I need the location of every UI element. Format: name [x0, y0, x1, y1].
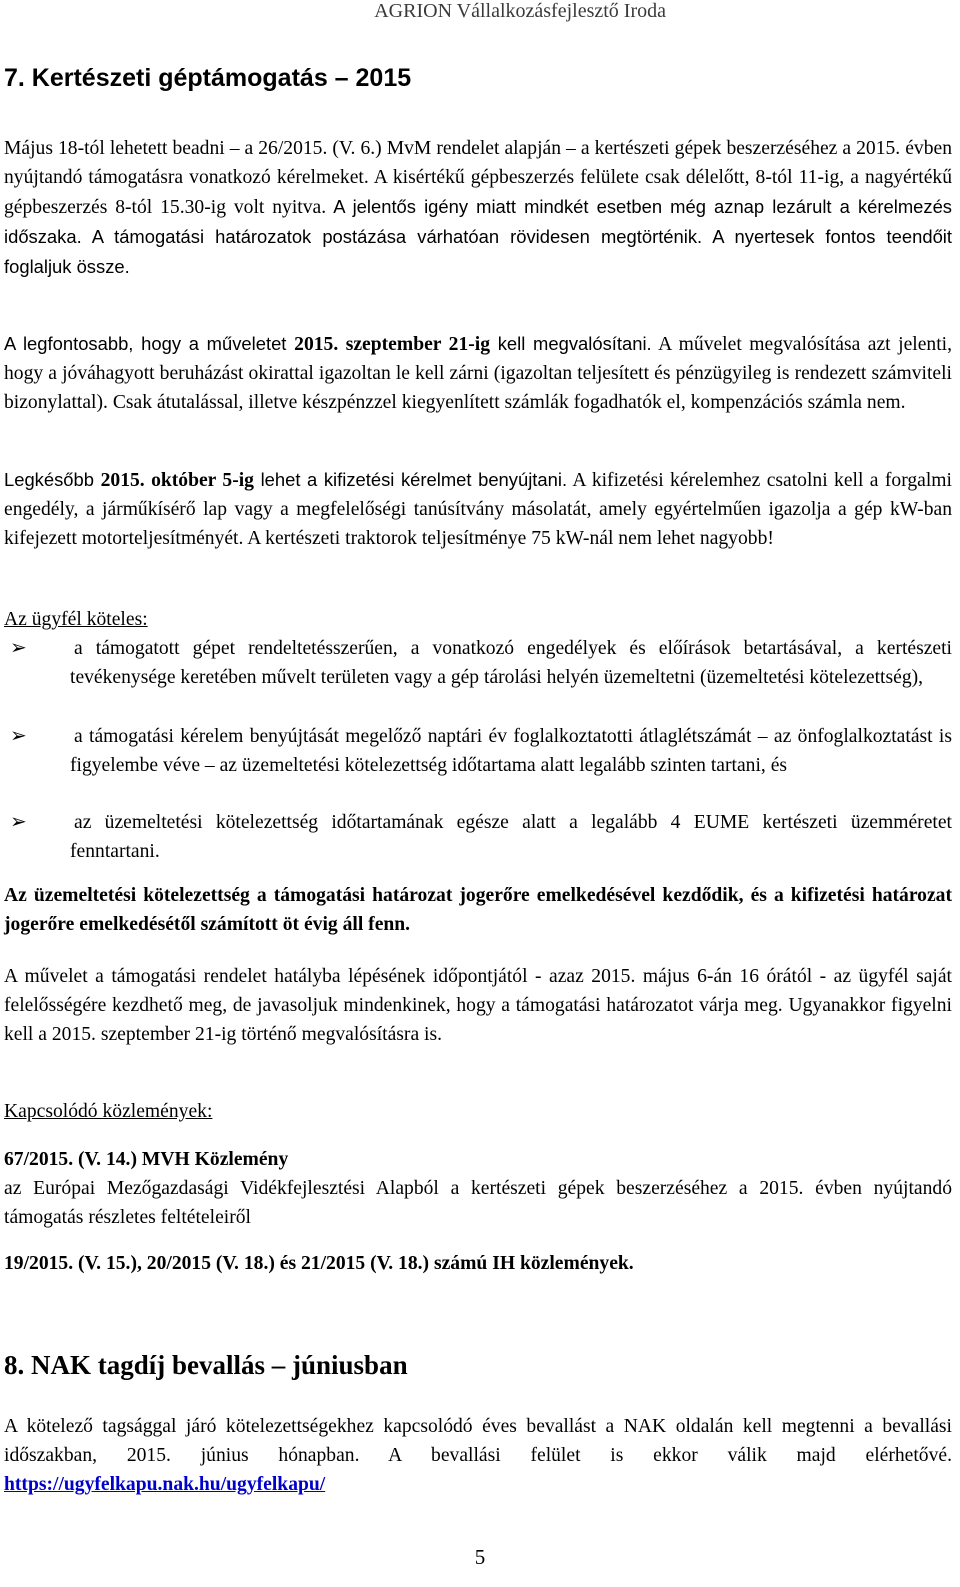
nak-paragraph — [4, 1412, 952, 1499]
announcement-title: 67/2015. (V. 14.) MVH Közlemény — [4, 1149, 289, 1170]
deadline-text-a: A legfontosabb, hogy a műveletet — [4, 333, 295, 354]
arrow-bullet-icon: ➢ — [10, 811, 27, 833]
payment-text-a: Legkésőbb — [4, 469, 101, 490]
arrow-bullet-icon: ➢ — [10, 725, 27, 747]
page-number: 5 — [474, 1545, 486, 1569]
nak-text: A kötelező tagsággal járó kötelezettségekhez kapcsolódó éves bevallást a NAK oldalán kell megtenni a bevallási időszakban, 2015. június hónapban. A bevallási felület is ekkor válik majd elérhetővé. — [4, 1416, 952, 1466]
deadline-date: 2015. szeptember 21-ig — [294, 334, 491, 355]
intro-text-1: Május 18-tól lehetett beadni – a 26/2015. (V. 6.) MvM rendelet alapján – a kertészeti gépek beszerzéséhez a 2015. évben nyújtandó támogatásra vonatkozó kérelmeket. A kisértékű gépbeszerzés felülete csak délelőtt, 8-tól 11-ig, a nagyértékű gépbeszerzés 8-tól 15.30-ig volt nyitva. — [4, 138, 952, 218]
ih-announcements: 19/2015. (V. 15.), 20/2015 (V. 18.) és 21/2015 (V. 18.) számú IH közlemények. — [4, 1253, 634, 1274]
intro-paragraph — [4, 134, 952, 282]
deadline-text-d: A művelet megvalósítása azt jelenti, hogy a jóváhagyott beruházást okirattal igazoltan le kell zárni (igazoltan teljesített és pénzügyileg is rendezett számviteli bizonylattal). Csak átutalással, illetve készpénzzel kiegyenlített számlák fogadhatók el, kompenzációs számla nem. — [4, 334, 952, 413]
payment-text-c: lehet a kifizetési kérelmet benyújtani. — [253, 469, 568, 490]
page-header: AGRION Vállalkozásfejlesztő Iroda — [374, 0, 666, 22]
obligation-text: a támogatott gépet rendeltetésszerűen, a vonatkozó engedélyek és előírások betartásával, a kertészeti tevékenysége keretében művelt területen vagy a gép tárolási helyén üzemeltetni (üzemeltetési kötelezettség), — [70, 638, 952, 688]
announcement-description: az Európai Mezőgazdasági Vidékfejlesztési Alapból a kertészeti gépek beszerzéséhez a 2015. évben nyújtandó támogatás részletes feltételeiről — [4, 1178, 952, 1228]
obligation-text: az üzemeltetési kötelezettség időtartamának egésze alatt a legalább 4 EUME kertészeti üzemméretet fenntartani. — [70, 812, 952, 862]
deadline-paragraph — [4, 329, 952, 417]
payment-text-d: A kifizetési kérelemhez csatolni kell a forgalmi engedély, a járműkísérő lap vagy a megfelelőségi tanúsítvány másolatát, amely egyértelműen igazolja a gép kW-ban kifejezett motorteljesítményét. A kertészeti traktorok teljesítménye 75 kW-nál nem lehet nagyobb! — [4, 470, 952, 549]
deadline-text-c: kell megvalósítani. — [490, 333, 652, 354]
section-7-title: 7. Kertészeti géptámogatás – 2015 — [4, 64, 412, 92]
obligation-period-statement: Az üzemeltetési kötelezettség a támogatási határozat jogerőre emelkedésével kezdődik, és a kifizetési határozat jogerőre emelkedésétől számított öt évig áll fenn. — [4, 885, 952, 935]
start-paragraph: A művelet a támogatási rendelet hatályba lépésének időpontjától - azaz 2015. május 6-án 16 órától - az ügyfél saját felelősségére kezdhető meg, de javasoljuk mindenkinek, hogy a támogatási határozatot várja meg. Ugyanakkor figyelni kell a 2015. szeptember 21-ig történő megvalósításra is. — [4, 966, 952, 1045]
nak-link[interactable]: https://ugyfelkapu.nak.hu/ugyfelkapu/ — [4, 1474, 326, 1495]
arrow-bullet-icon: ➢ — [10, 637, 27, 659]
obligations-heading: Az ügyfél köteles: — [4, 609, 148, 630]
obligation-text: a támogatási kérelem benyújtását megelőző naptári év foglalkoztatotti átlaglétszámát – az önfoglalkoztatást is figyelembe véve – az üzemeltetési kötelezettség időtartama alatt legalább szinten tartani, és — [70, 726, 952, 776]
intro-text-2: A jelentős igény miatt mindkét esetben még aznap lezárult a kérelmezés időszaka. A támogatási határozatok postázása várhatóan rövidesen megtörténik. A nyertesek fontos teendőit foglaljuk össze. — [4, 196, 952, 277]
payment-paragraph — [4, 465, 952, 553]
payment-date: 2015. október 5-ig — [100, 470, 254, 491]
section-8-title: 8. NAK tagdíj bevallás – júniusban — [4, 1350, 408, 1380]
related-heading: Kapcsolódó közlemények: — [4, 1101, 213, 1122]
